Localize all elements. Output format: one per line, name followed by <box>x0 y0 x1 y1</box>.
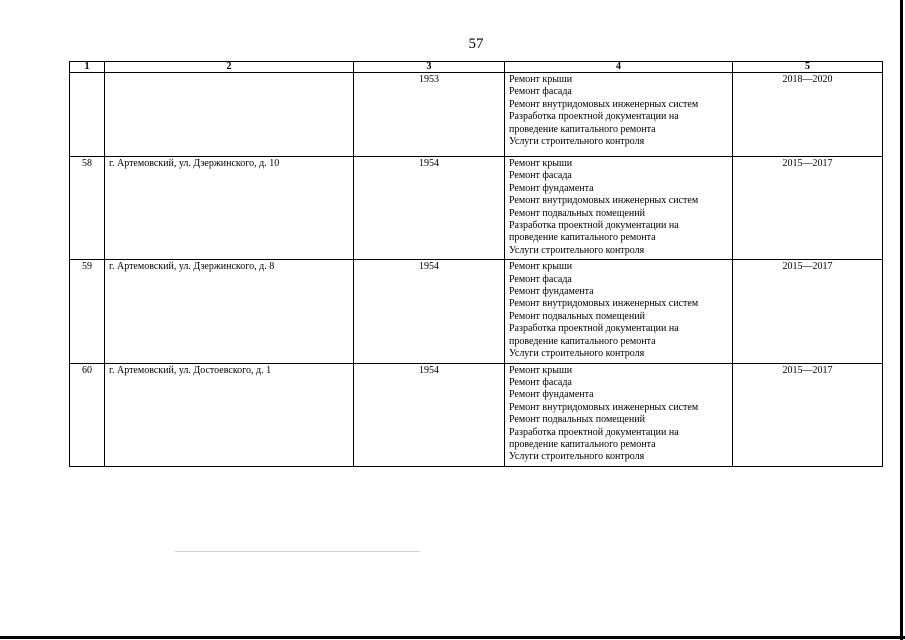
building-address <box>105 73 354 157</box>
page-edge-bottom <box>0 636 905 639</box>
work-item: проведение капитального ремонта <box>509 438 656 450</box>
works-list <box>505 260 733 363</box>
building-address: г. Артемовский, ул. Достоевского, д. 1 <box>105 363 354 466</box>
work-item: Разработка проектной документации на <box>509 220 679 232</box>
work-item: Ремонт фасада <box>509 376 572 388</box>
column-header: 3 <box>354 62 505 73</box>
repair-period: 2018—2020 <box>733 73 883 157</box>
work-item: Ремонт подвальных помещений <box>509 414 645 426</box>
work-item: Ремонт крыши <box>509 158 573 169</box>
construction-year: 1954 <box>354 363 505 466</box>
table-row <box>70 363 883 466</box>
construction-year: 1953 <box>354 73 505 157</box>
table-header-row <box>70 62 883 73</box>
work-item: Ремонт фасада <box>509 86 572 98</box>
work-item: Ремонт фундамента <box>509 286 594 298</box>
repair-schedule-table <box>69 61 883 467</box>
column-header: 4 <box>505 62 733 73</box>
work-item: Ремонт фундамента <box>509 182 594 194</box>
row-number: 59 <box>70 260 105 363</box>
work-item: Услуги строительного контроля <box>509 244 645 256</box>
work-item: Разработка проектной документации на <box>509 323 679 335</box>
table-row <box>70 260 883 363</box>
page-edge-right <box>900 0 903 640</box>
work-item: Ремонт фасада <box>509 170 572 182</box>
work-item: Услуги строительного контроля <box>509 348 645 360</box>
row-number: 58 <box>70 157 105 260</box>
work-item: Услуги строительного контроля <box>509 136 645 148</box>
column-header: 2 <box>105 62 354 73</box>
work-item: Ремонт крыши <box>509 74 573 85</box>
row-number <box>70 73 105 157</box>
work-item: Ремонт внутридомовых инженерных систем <box>509 298 699 310</box>
work-item: проведение капитального ремонта <box>509 232 656 244</box>
work-item: Услуги строительного контроля <box>509 451 645 463</box>
table-row <box>70 73 883 157</box>
building-address: г. Артемовский, ул. Дзержинского, д. 8 <box>105 260 354 363</box>
construction-year: 1954 <box>354 260 505 363</box>
work-item: Ремонт внутридомовых инженерных систем <box>509 401 699 413</box>
construction-year: 1954 <box>354 157 505 260</box>
work-item: проведение капитального ремонта <box>509 123 656 135</box>
work-item: Ремонт крыши <box>509 261 573 273</box>
works-list <box>505 73 733 157</box>
column-header: 5 <box>733 62 883 73</box>
column-header: 1 <box>70 62 105 73</box>
work-item: Ремонт крыши <box>509 364 573 376</box>
building-address: г. Артемовский, ул. Дзержинского, д. 10 <box>105 157 354 260</box>
repair-period: 2015—2017 <box>733 157 883 260</box>
work-item: Ремонт внутридомовых инженерных систем <box>509 98 699 110</box>
works-list <box>505 363 733 466</box>
repair-period: 2015—2017 <box>733 363 883 466</box>
work-item: Разработка проектной документации на <box>509 426 679 438</box>
row-number: 60 <box>70 363 105 466</box>
works-list <box>505 157 733 260</box>
work-item: Ремонт подвальных помещений <box>509 207 645 219</box>
work-item: Ремонт подвальных помещений <box>509 310 645 322</box>
work-item: Ремонт внутридомовых инженерных систем <box>509 195 699 207</box>
page-number: 57 <box>468 36 484 52</box>
work-item: Ремонт фундамента <box>509 389 594 401</box>
table-row <box>70 157 883 260</box>
work-item: Ремонт фасада <box>509 273 572 285</box>
work-item: Разработка проектной документации на <box>509 111 679 123</box>
scan-artifact-line <box>175 551 420 552</box>
repair-period: 2015—2017 <box>733 260 883 363</box>
work-item: проведение капитального ремонта <box>509 335 656 347</box>
